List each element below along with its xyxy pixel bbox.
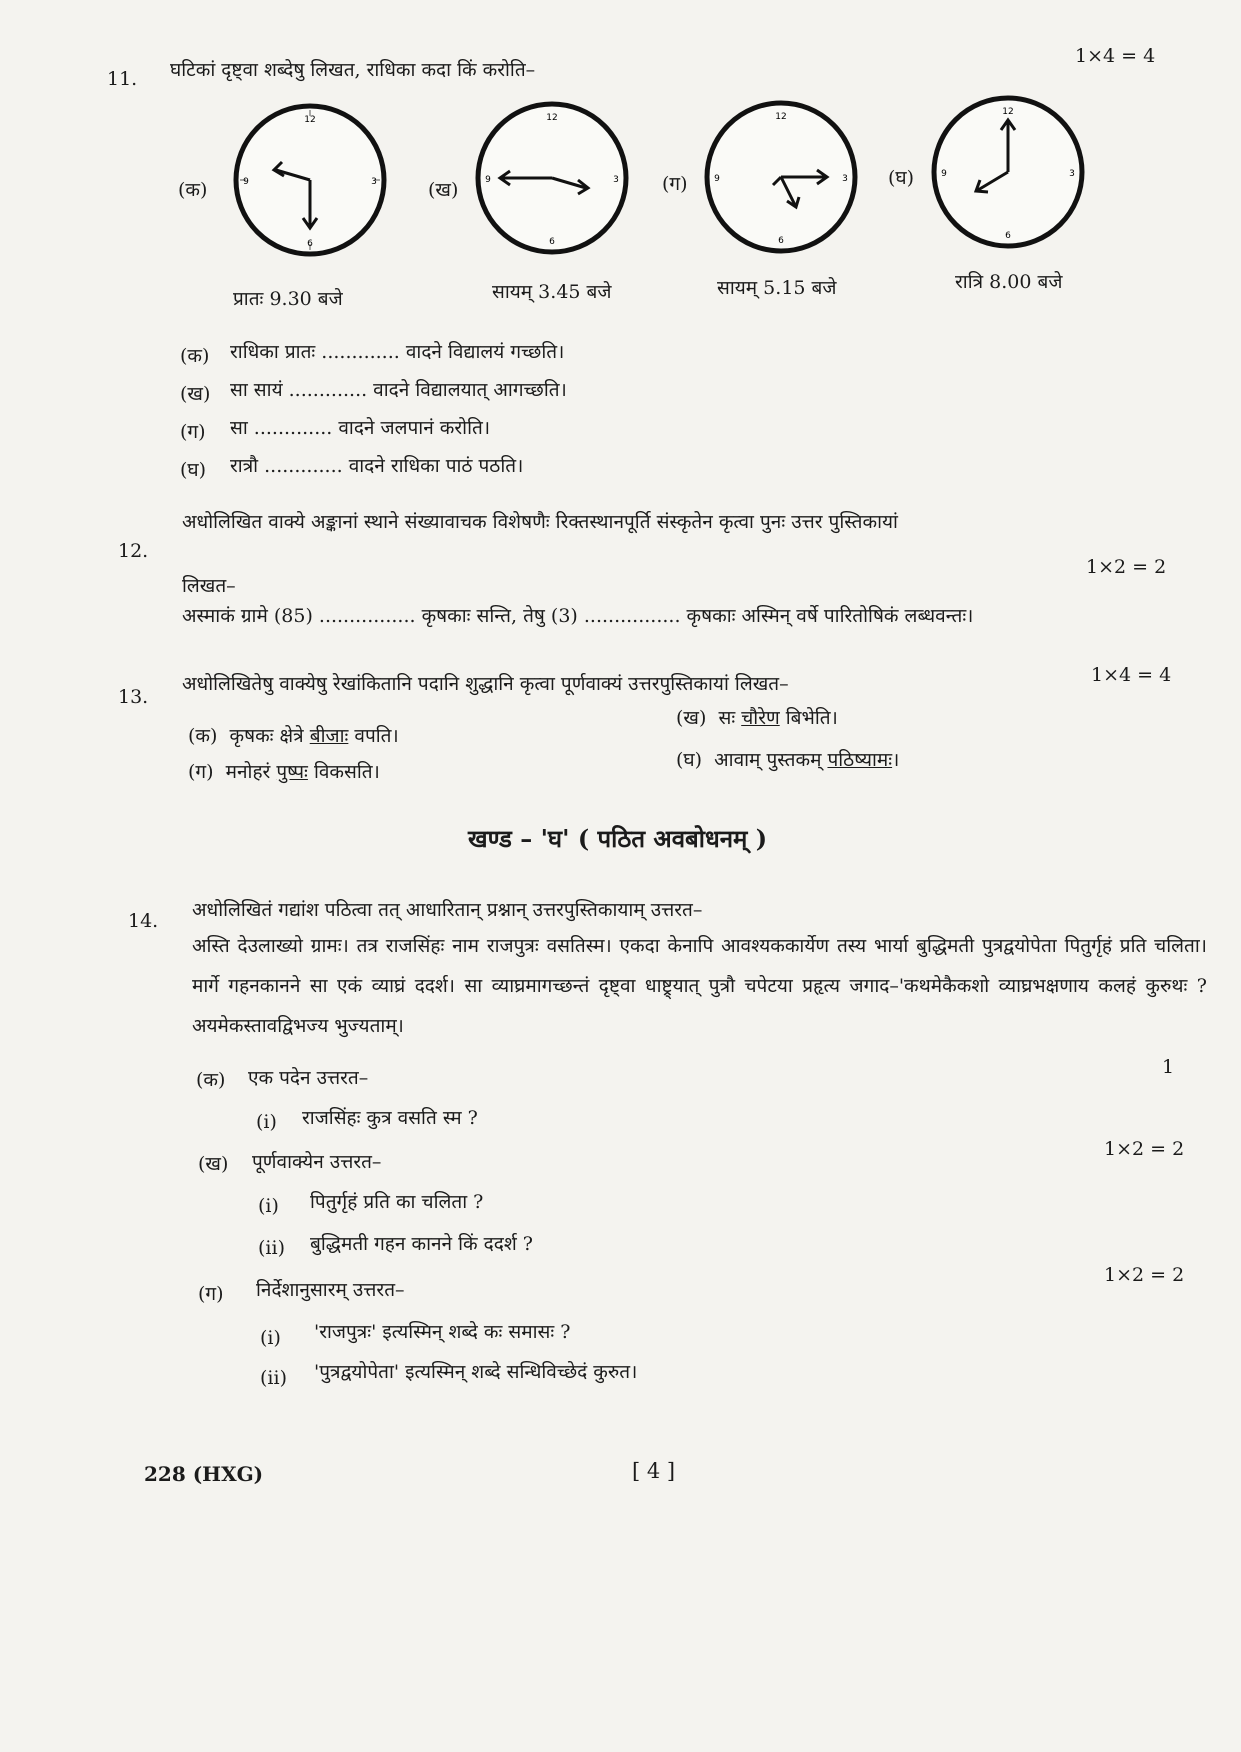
section-heading: खण्ड – 'घ' ( पठित अवबोधनम् )	[468, 824, 768, 853]
svg-text:12: 12	[1002, 107, 1014, 117]
subpart-label: (ख)	[198, 1153, 229, 1175]
svg-text:6: 6	[778, 236, 784, 246]
svg-text:9: 9	[485, 175, 491, 185]
fill-blank-item: सा ............. वादने जलपानं करोति।	[230, 417, 491, 439]
clock-face-930	[232, 102, 388, 258]
clock-caption: रात्रि 8.00 बजे	[955, 271, 1063, 293]
svg-text:9: 9	[714, 174, 720, 184]
underlined-word: चौरेण	[741, 707, 780, 729]
sub-question: राजसिंहः कुत्र वसति स्म ?	[302, 1107, 478, 1129]
svg-text:6: 6	[1005, 231, 1011, 241]
svg-text:6: 6	[307, 239, 313, 249]
sub-question: 'राजपुत्रः' इत्यस्मिन् शब्दे कः समासः ?	[314, 1321, 571, 1343]
marks: 1×2 = 2	[1104, 1264, 1185, 1286]
item-text: मनोहरं	[225, 761, 277, 783]
svg-text:9: 9	[941, 169, 947, 179]
marks: 1	[1162, 1056, 1175, 1078]
underlined-word: पुष्पः	[276, 761, 308, 783]
question-instruction-cont: लिखत–	[182, 575, 236, 597]
svg-text:3: 3	[1069, 169, 1075, 179]
clock-label: (घ)	[888, 167, 915, 189]
question-instruction: अधोलिखितं गद्यांश पठित्वा तत् आधारितान् प्रश्नान् उत्तरपुस्तिकायाम् उत्तरत–	[192, 899, 703, 921]
clock-caption: प्रातः 9.30 बजे	[233, 288, 343, 310]
correction-item	[676, 748, 899, 773]
marks: 1×2 = 2	[1104, 1138, 1185, 1160]
fill-blank-item: रात्रौ ............. वादने राधिका पाठं पठति।	[230, 455, 524, 477]
item-label: (घ)	[180, 459, 207, 481]
clock-label: (क)	[178, 179, 208, 201]
clock-face-800	[930, 94, 1086, 250]
sub-question-number: (i)	[258, 1195, 279, 1217]
sub-question: 'पुत्रद्वयोपेता' इत्यस्मिन् शब्दे सन्धिविच्छेदं कुरुत।	[314, 1361, 638, 1383]
item-text: सः	[718, 707, 742, 729]
item-text: आवाम् पुस्तकम्	[714, 749, 828, 771]
marks: 1×2 = 2	[1086, 556, 1167, 578]
sub-question-number: (ii)	[258, 1237, 285, 1259]
correction-item	[188, 724, 399, 749]
clock-face-345	[474, 100, 630, 256]
item-label: (ग)	[188, 761, 214, 783]
question-number: 12.	[118, 540, 149, 562]
question-instruction: अधोलिखितेषु वाक्येषु रेखांकितानि पदानि शुद्धानि कृत्वा पूर्णवाक्यं उत्तरपुस्तिकायां लिखत–	[182, 673, 789, 695]
item-text: बिभेति।	[779, 707, 838, 729]
underlined-word: बीजाः	[309, 725, 349, 747]
svg-text:12: 12	[546, 113, 558, 123]
subpart-label: (ग)	[198, 1283, 224, 1305]
svg-text:12: 12	[775, 112, 787, 122]
item-text: विकसति।	[307, 761, 380, 783]
underlined-word: पठिष्यामः	[827, 749, 893, 771]
subpart-label: (क)	[196, 1069, 226, 1091]
reading-passage: अस्ति देउलाख्यो ग्रामः। तत्र राजसिंहः नाम राजपुत्रः वसतिस्म। एकदा केनापि आवश्यककार्येण तस्य भार्या बुद्धिमती पुत्रद्वयोपेता पितुर्गृहं प्रति चलिता। मार्गे गहनकानने सा एकं व्याघ्रं ददर्श। सा व्याघ्रमागच्छन्तं दृष्ट्वा धाष्ट्र्यात् पुत्रौ चपेटया प्रहृत्य जगाद–'कथमेकैकशो व्याघ्रभक्षणाय कलहं कुरुथः ? अयमेकस्तावद्विभज्य भुज्यताम्।	[192, 935, 1207, 1037]
item-label: (ख)	[180, 383, 211, 405]
svg-text:3: 3	[842, 174, 848, 184]
question-number: 11.	[107, 68, 138, 90]
item-label: (ख)	[676, 707, 707, 729]
question-number: 14.	[128, 910, 159, 932]
subpart-heading: एक पदेन उत्तरत–	[248, 1067, 369, 1089]
clock-label: (ग)	[662, 173, 688, 195]
subpart-heading: निर्देशानुसारम् उत्तरत–	[256, 1279, 405, 1301]
correction-item	[676, 706, 838, 731]
item-label: (क)	[180, 345, 210, 367]
page-number: [ 4 ]	[632, 1459, 676, 1483]
clock-face-515	[703, 99, 859, 255]
item-label: (ग)	[180, 421, 206, 443]
question-number: 13.	[118, 686, 149, 708]
question-instruction: घटिकां दृष्ट्वा शब्देषु लिखत, राधिका कदा किं करोति–	[170, 59, 536, 81]
clock-label: (ख)	[428, 179, 459, 201]
marks: 1×4 = 4	[1075, 45, 1156, 67]
item-text: ।	[892, 749, 900, 771]
sub-question: पितुर्गृहं प्रति का चलिता ?	[310, 1191, 484, 1213]
question-instruction: अधोलिखित वाक्ये अङ्कानां स्थाने संख्यावाचक विशेषणैः रिक्तस्थानपूर्ति संस्कृतेन कृत्वा पुनः उत्तर पुस्तिकायां	[182, 511, 898, 533]
fill-blank-item: सा सायं ............. वादने विद्यालयात् आगच्छति।	[230, 379, 567, 401]
item-text: कृषकः क्षेत्रे	[229, 725, 310, 747]
sub-question-number: (i)	[256, 1111, 277, 1133]
clock-caption: सायम् 3.45 बजे	[492, 281, 612, 303]
subpart-heading: पूर्णवाक्येन उत्तरत–	[252, 1151, 382, 1173]
sub-question-number: (i)	[260, 1327, 281, 1349]
svg-text:3: 3	[371, 177, 377, 187]
svg-text:3: 3	[613, 175, 619, 185]
clock-caption: सायम् 5.15 बजे	[717, 277, 837, 299]
fill-blank-sentence: अस्माकं ग्रामे (85) ................ कृषकाः सन्ति, तेषु (3) ................ कृषकाः अस्मिन् वर्षे पारितोषिकं लब्धवन्तः।	[182, 605, 974, 627]
marks: 1×4 = 4	[1091, 664, 1172, 686]
item-label: (घ)	[676, 749, 703, 771]
paper-code: 228 (HXG)	[144, 1462, 264, 1486]
sub-question-number: (ii)	[260, 1367, 287, 1389]
correction-item	[188, 760, 380, 785]
svg-text:6: 6	[549, 237, 555, 247]
item-label: (क)	[188, 725, 218, 747]
svg-text:9: 9	[243, 177, 249, 187]
item-text: वपति।	[348, 725, 399, 747]
svg-text:12: 12	[304, 115, 316, 125]
sub-question: बुद्धिमती गहन कानने किं ददर्श ?	[310, 1233, 533, 1255]
fill-blank-item: राधिका प्रातः ............. वादने विद्यालयं गच्छति।	[230, 341, 565, 363]
